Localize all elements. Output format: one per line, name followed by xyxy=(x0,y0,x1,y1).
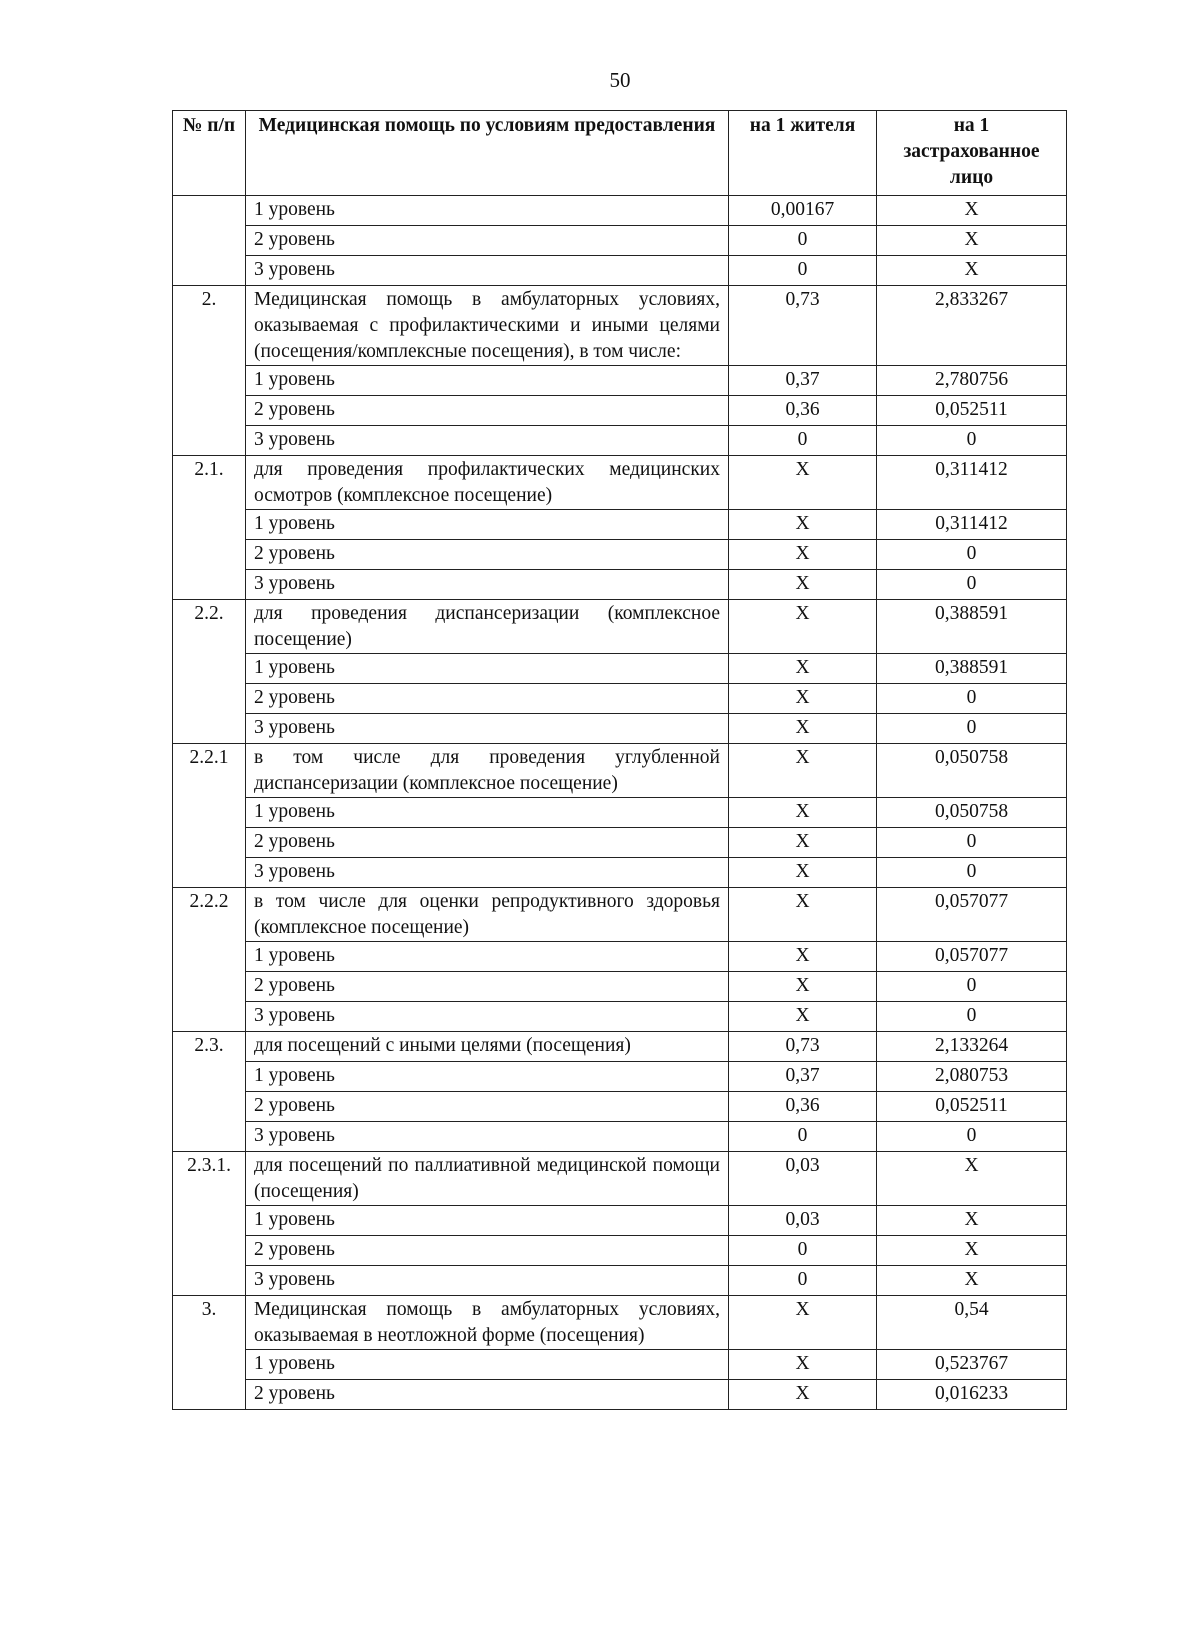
row-per-insured: 2,780756 xyxy=(877,366,1067,396)
row-care-type: 1 уровень xyxy=(246,798,729,828)
table-header xyxy=(173,111,1067,196)
row-care-type: 3 уровень xyxy=(246,426,729,456)
row-per-resident: 0,03 xyxy=(729,1152,877,1206)
row-per-insured: 0 xyxy=(877,1122,1067,1152)
row-number: 3. xyxy=(173,1296,246,1410)
table-row xyxy=(173,1002,1067,1032)
row-care-type: 2 уровень xyxy=(246,972,729,1002)
row-care-type: 2 уровень xyxy=(246,1092,729,1122)
row-per-insured: X xyxy=(877,226,1067,256)
row-per-resident: 0,73 xyxy=(729,286,877,366)
header-row xyxy=(173,111,1067,196)
row-care-type: для посещений с иными целями (посещения) xyxy=(246,1032,729,1062)
row-per-resident: X xyxy=(729,744,877,798)
row-per-insured: X xyxy=(877,1266,1067,1296)
row-per-resident: X xyxy=(729,510,877,540)
table-row xyxy=(173,426,1067,456)
table-row xyxy=(173,798,1067,828)
row-per-resident: 0 xyxy=(729,426,877,456)
row-per-insured: 2,133264 xyxy=(877,1032,1067,1062)
row-care-type: Медицинская помощь в амбулаторных условиях, оказываемая в неотложной форме (посещения) xyxy=(246,1296,729,1350)
table-row xyxy=(173,1062,1067,1092)
row-per-insured: 0 xyxy=(877,1002,1067,1032)
row-care-type: 3 уровень xyxy=(246,714,729,744)
row-per-resident: 0,37 xyxy=(729,1062,877,1092)
row-per-resident: X xyxy=(729,828,877,858)
table-row xyxy=(173,1122,1067,1152)
table-row xyxy=(173,456,1067,510)
header-number: № п/п xyxy=(173,111,246,196)
table-row xyxy=(173,1206,1067,1236)
table-row xyxy=(173,744,1067,798)
row-per-resident: X xyxy=(729,1002,877,1032)
row-per-insured: X xyxy=(877,196,1067,226)
row-per-resident: X xyxy=(729,684,877,714)
row-per-resident: 0,36 xyxy=(729,1092,877,1122)
row-per-insured: 0 xyxy=(877,426,1067,456)
header-per-insured: на 1 застрахованное лицо xyxy=(877,111,1067,196)
row-care-type: Медицинская помощь в амбулаторных условиях, оказываемая с профилактическими и иными целями (посещения/комплексные посещения), в том числе: xyxy=(246,286,729,366)
table-row xyxy=(173,256,1067,286)
row-number: 2.3. xyxy=(173,1032,246,1152)
row-per-insured: 0,311412 xyxy=(877,510,1067,540)
row-number: 2. xyxy=(173,286,246,456)
row-care-type: 2 уровень xyxy=(246,396,729,426)
table-row xyxy=(173,1236,1067,1266)
row-number: 2.2. xyxy=(173,600,246,744)
row-care-type: 2 уровень xyxy=(246,540,729,570)
row-per-resident: X xyxy=(729,456,877,510)
row-per-insured: 0,523767 xyxy=(877,1350,1067,1380)
row-per-insured: 0,388591 xyxy=(877,600,1067,654)
row-care-type: 3 уровень xyxy=(246,858,729,888)
row-care-type: для посещений по паллиативной медицинской помощи (посещения) xyxy=(246,1152,729,1206)
row-per-insured: 0,050758 xyxy=(877,744,1067,798)
row-number: 2.3.1. xyxy=(173,1152,246,1296)
row-per-resident: 0,00167 xyxy=(729,196,877,226)
row-per-resident: X xyxy=(729,942,877,972)
row-number: 2.2.2 xyxy=(173,888,246,1032)
row-per-resident: 0,37 xyxy=(729,366,877,396)
row-per-insured: 2,080753 xyxy=(877,1062,1067,1092)
row-care-type: 1 уровень xyxy=(246,654,729,684)
row-care-type: 1 уровень xyxy=(246,366,729,396)
header-care-type: Медицинская помощь по условиям предоставления xyxy=(246,111,729,196)
row-per-resident: 0 xyxy=(729,1122,877,1152)
table-row xyxy=(173,226,1067,256)
row-per-resident: 0,03 xyxy=(729,1206,877,1236)
row-care-type: 3 уровень xyxy=(246,256,729,286)
row-per-resident: X xyxy=(729,540,877,570)
row-per-insured: X xyxy=(877,256,1067,286)
row-care-type: 1 уровень xyxy=(246,1062,729,1092)
row-per-insured: 0 xyxy=(877,972,1067,1002)
row-per-resident: 0 xyxy=(729,1236,877,1266)
row-number: 2.2.1 xyxy=(173,744,246,888)
table-row xyxy=(173,1380,1067,1410)
row-per-resident: X xyxy=(729,714,877,744)
row-care-type: в том числе для оценки репродуктивного здоровья (комплексное посещение) xyxy=(246,888,729,942)
table-row xyxy=(173,1092,1067,1122)
table-row xyxy=(173,972,1067,1002)
row-per-insured: 0 xyxy=(877,684,1067,714)
row-per-resident: X xyxy=(729,1350,877,1380)
row-per-resident: X xyxy=(729,1380,877,1410)
row-per-insured: 0 xyxy=(877,570,1067,600)
table-row xyxy=(173,942,1067,972)
table-row xyxy=(173,286,1067,366)
row-per-insured: 0 xyxy=(877,858,1067,888)
row-care-type: 2 уровень xyxy=(246,1380,729,1410)
row-care-type: для проведения диспансеризации (комплексное посещение) xyxy=(246,600,729,654)
row-per-resident: X xyxy=(729,1296,877,1350)
table-row xyxy=(173,600,1067,654)
row-per-insured: 0 xyxy=(877,714,1067,744)
row-care-type: 1 уровень xyxy=(246,1350,729,1380)
row-care-type: 2 уровень xyxy=(246,226,729,256)
table-row xyxy=(173,684,1067,714)
row-per-resident: X xyxy=(729,972,877,1002)
row-care-type: 1 уровень xyxy=(246,510,729,540)
row-per-insured: X xyxy=(877,1206,1067,1236)
row-per-insured: 0 xyxy=(877,540,1067,570)
table-row xyxy=(173,396,1067,426)
row-per-resident: X xyxy=(729,858,877,888)
row-per-insured: 0,057077 xyxy=(877,942,1067,972)
table-row xyxy=(173,1032,1067,1062)
medical-care-table xyxy=(172,110,1067,1410)
row-per-insured: 2,833267 xyxy=(877,286,1067,366)
table-body xyxy=(173,196,1067,1410)
row-per-resident: 0,36 xyxy=(729,396,877,426)
row-care-type: в том числе для проведения углубленной диспансеризации (комплексное посещение) xyxy=(246,744,729,798)
row-care-type: 3 уровень xyxy=(246,570,729,600)
row-per-insured: X xyxy=(877,1236,1067,1266)
table-row xyxy=(173,366,1067,396)
row-per-insured: 0,057077 xyxy=(877,888,1067,942)
table-row xyxy=(173,828,1067,858)
table-row xyxy=(173,570,1067,600)
row-per-insured: 0,052511 xyxy=(877,396,1067,426)
row-per-insured: 0,388591 xyxy=(877,654,1067,684)
table-row xyxy=(173,1266,1067,1296)
row-number xyxy=(173,196,246,286)
row-care-type: 1 уровень xyxy=(246,942,729,972)
row-care-type: 3 уровень xyxy=(246,1002,729,1032)
row-per-resident: X xyxy=(729,654,877,684)
row-per-resident: 0,73 xyxy=(729,1032,877,1062)
row-per-resident: X xyxy=(729,888,877,942)
table-row xyxy=(173,714,1067,744)
row-care-type: 1 уровень xyxy=(246,1206,729,1236)
table-row xyxy=(173,1152,1067,1206)
table-row xyxy=(173,1296,1067,1350)
row-per-resident: X xyxy=(729,600,877,654)
row-per-resident: 0 xyxy=(729,256,877,286)
row-care-type: 2 уровень xyxy=(246,684,729,714)
row-care-type: 2 уровень xyxy=(246,1236,729,1266)
row-per-insured: 0,016233 xyxy=(877,1380,1067,1410)
table-row xyxy=(173,858,1067,888)
row-care-type: 3 уровень xyxy=(246,1122,729,1152)
row-per-insured: X xyxy=(877,1152,1067,1206)
row-per-resident: X xyxy=(729,798,877,828)
table-row xyxy=(173,510,1067,540)
table-row xyxy=(173,888,1067,942)
row-per-resident: X xyxy=(729,570,877,600)
page-number: 50 xyxy=(609,68,631,92)
row-per-insured: 0 xyxy=(877,828,1067,858)
header-per-resident: на 1 жителя xyxy=(729,111,877,196)
row-per-resident: 0 xyxy=(729,226,877,256)
row-number: 2.1. xyxy=(173,456,246,600)
table-row xyxy=(173,540,1067,570)
row-care-type: 1 уровень xyxy=(246,196,729,226)
row-per-resident: 0 xyxy=(729,1266,877,1296)
table-row xyxy=(173,654,1067,684)
row-care-type: 2 уровень xyxy=(246,828,729,858)
table-row xyxy=(173,1350,1067,1380)
table-row xyxy=(173,196,1067,226)
row-care-type: 3 уровень xyxy=(246,1266,729,1296)
row-per-insured: 0,54 xyxy=(877,1296,1067,1350)
row-per-insured: 0,311412 xyxy=(877,456,1067,510)
row-per-insured: 0,050758 xyxy=(877,798,1067,828)
row-per-insured: 0,052511 xyxy=(877,1092,1067,1122)
row-care-type: для проведения профилактических медицинских осмотров (комплексное посещение) xyxy=(246,456,729,510)
